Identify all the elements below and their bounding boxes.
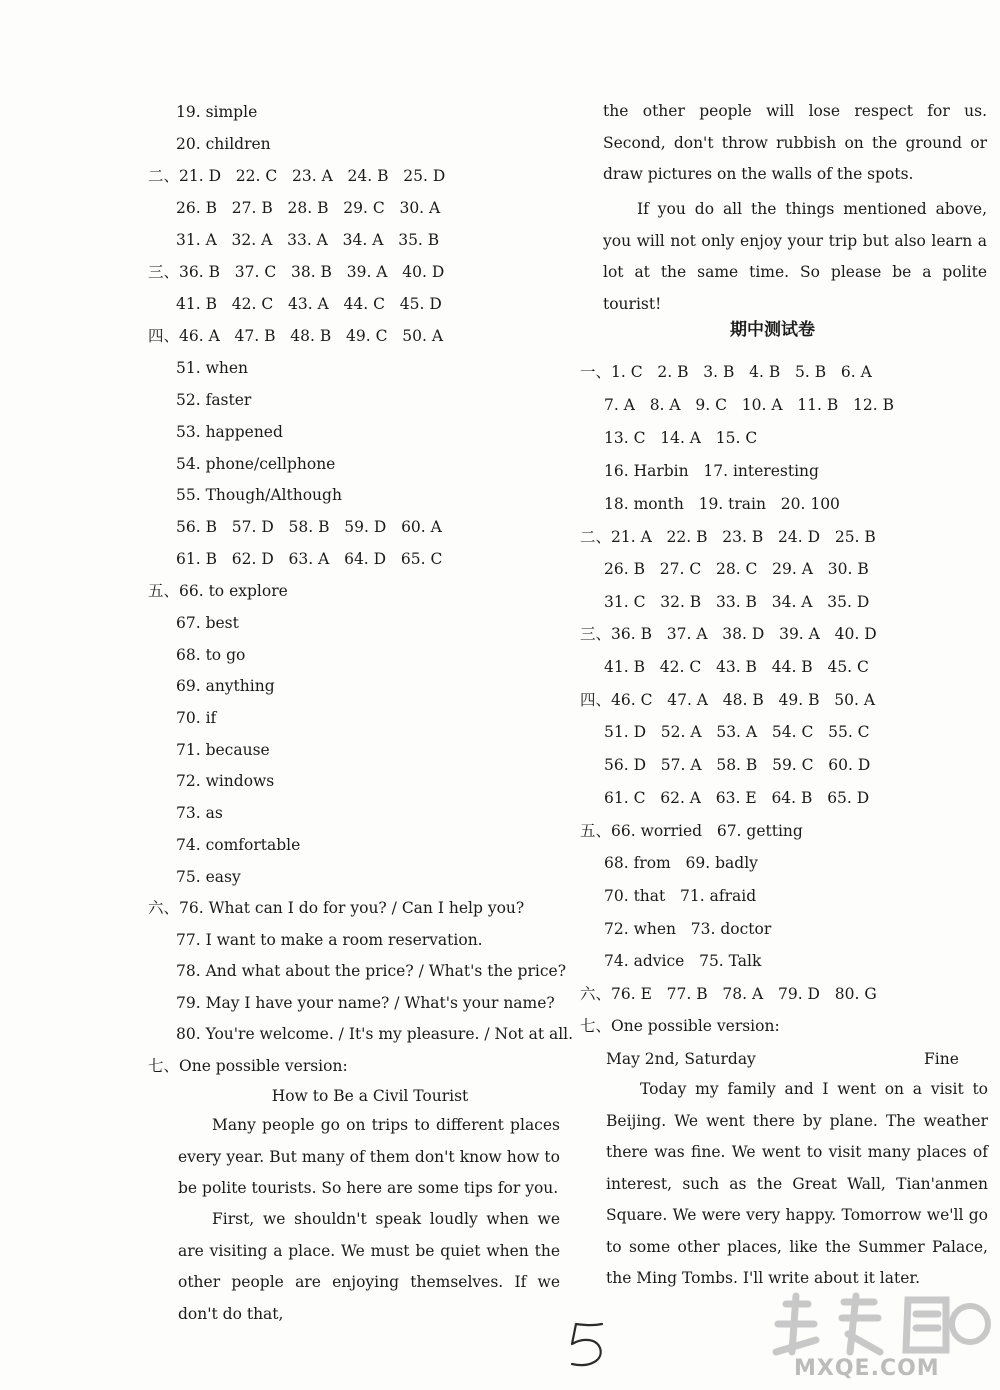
answer-line: 67. best [176,614,239,632]
section-title: 期中测试卷 [730,320,815,340]
site-watermark [756,1290,996,1386]
answer-line: 80. You're welcome. / It's my pleasure. / Not at all. [176,1025,574,1043]
answer-line: 五、66. worried 67. getting [580,822,803,840]
answer-line: 26. B 27. C 28. C 29. A 30. B [604,560,869,578]
answer-line: 五、66. to explore [148,582,288,600]
answer-line: 69. anything [176,677,275,695]
answer-line: 68. to go [176,646,246,664]
answer-line: 六、76. What can I do for you? / Can I help you? [148,899,525,917]
answer-line: 77. I want to make a room reservation. [176,931,483,949]
handwritten-page-number [562,1318,622,1374]
diary-date: May 2nd, Saturday [606,1050,756,1068]
answer-line: 51. when [176,359,248,377]
answer-line: 74. advice 75. Talk [604,952,762,970]
answer-line: 73. as [176,804,223,822]
answer-line: 20. children [176,135,271,153]
answer-line: 54. phone/cellphone [176,455,336,473]
answer-line: 51. D 52. A 53. A 54. C 55. C [604,723,870,741]
answer-line: 78. And what about the price? / What's the price? [176,962,567,980]
answer-line: 一、1. C 2. B 3. B 4. B 5. B 6. A [580,363,872,381]
answer-line: 61. B 62. D 63. A 64. D 65. C [176,550,443,568]
essay-paragraph: First, we shouldn't speak loudly when we are visiting a place. We must be quiet when the other people are enjoying themselves. If we don't do that, [178,1210,560,1323]
watermark-text: MXQE.COM [794,1356,940,1381]
answer-line: 七、One possible version: [148,1057,348,1075]
answer-line: 31. C 32. B 33. B 34. A 35. D [604,593,870,611]
answer-line: 55. Though/Although [176,486,342,504]
answer-line: 六、76. E 77. B 78. A 79. D 80. G [580,985,877,1003]
essay-title: How to Be a Civil Tourist [271,1087,469,1105]
answer-line: 16. Harbin 17. interesting [604,462,819,480]
answer-line: 79. May I have your name? / What's your name? [176,994,555,1012]
answer-line: 二、21. A 22. B 23. B 24. D 25. B [580,528,876,546]
answer-line: 四、46. C 47. A 48. B 49. B 50. A [580,691,876,709]
answer-line: 70. that 71. afraid [604,887,757,905]
answer-line: 7. A 8. A 9. C 10. A 11. B 12. B [604,396,895,414]
answer-line: 31. A 32. A 33. A 34. A 35. B [176,231,440,249]
answer-line: 18. month 19. train 20. 100 [604,495,840,513]
essay-paragraph: Many people go on trips to different places every year. But many of them don't know how to be polite tourists. So here are some tips for you. [178,1116,560,1197]
answer-line: 71. because [176,741,270,759]
diary-weather: Fine [924,1050,959,1068]
watermark-logo-icon [756,1290,996,1360]
answer-line: 53. happened [176,423,283,441]
answer-line: 三、36. B 37. C 38. B 39. A 40. D [148,263,445,281]
answer-line: 二、21. D 22. C 23. A 24. B 25. D [148,167,446,185]
answer-line: 41. B 42. C 43. A 44. C 45. D [176,295,442,313]
answer-line: 75. easy [176,868,241,886]
answer-line: 四、46. A 47. B 48. B 49. C 50. A [148,327,444,345]
answer-line: 56. D 57. A 58. B 59. C 60. D [604,756,871,774]
answer-line: 70. if [176,709,217,727]
answer-line: 72. when 73. doctor [604,920,772,938]
answer-line: 三、36. B 37. A 38. D 39. A 40. D [580,625,877,643]
answer-line: 41. B 42. C 43. B 44. B 45. C [604,658,869,676]
answer-line: 52. faster [176,391,252,409]
answer-line: 74. comfortable [176,836,301,854]
answer-line: 七、One possible version: [580,1017,780,1035]
answer-line: 13. C 14. A 15. C [604,429,758,447]
answer-line: 19. simple [176,103,258,121]
essay-paragraph: the other people will lose respect for us. Second, don't throw rubbish on the ground or draw pictures on the walls of the spots. [603,102,987,183]
answer-line: 61. C 62. A 63. E 64. B 65. D [604,789,870,807]
answer-line: 56. B 57. D 58. B 59. D 60. A [176,518,442,536]
essay-paragraph: If you do all the things mentioned above, you will not only enjoy your trip but also learn a lot at the same time. So please be a polite tourist! [603,200,987,313]
answer-line: 68. from 69. badly [604,854,758,872]
answer-line: 26. B 27. B 28. B 29. C 30. A [176,199,441,217]
diary-paragraph: Today my family and I went on a visit to Beijing. We went there by plane. The weather there was fine. We went to visit many places of interest, such as the Great Wall, Tian'anmen Square. We were very happy. Tomorrow we'll go to some other places, like the Summer Palace, the Ming Tombs. I'll write about it later. [606,1080,988,1287]
answer-line: 72. windows [176,772,275,790]
